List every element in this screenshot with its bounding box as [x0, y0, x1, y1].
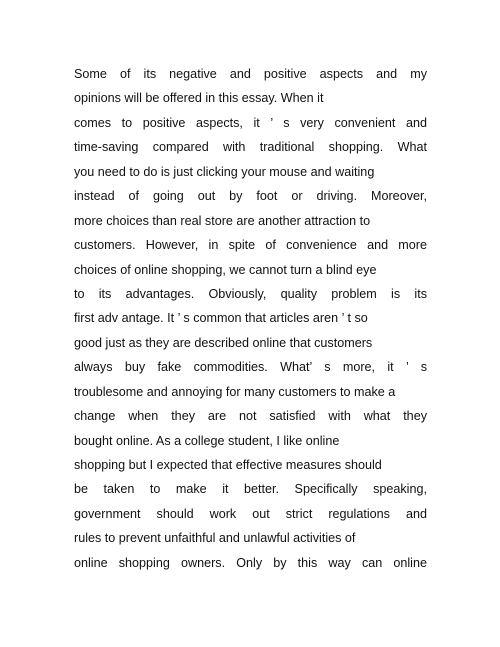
text-line: government should work out strict regulations and [74, 506, 427, 521]
text-line: you need to do is just clicking your mouse and waiting [74, 164, 375, 179]
text-line: be taken to make it better. Specifically speaking, [74, 482, 427, 497]
text-line: opinions will be offered in this essay. When it [74, 91, 324, 106]
text-line: rules to prevent unfaithful and unlawful activities of [74, 531, 356, 546]
text-line: time-saving compared with traditional shopping. What [74, 140, 427, 155]
text-line: always buy fake commodities. What’ s more, it ’ s [74, 360, 427, 375]
text-line: online shopping owners. Only by this way can online [74, 555, 427, 570]
text-line: to its advantages. Obviously, quality problem is its [74, 286, 427, 301]
text-line: troublesome and annoying for many customers to make a [74, 384, 396, 399]
text-line: choices of online shopping, we cannot turn a blind eye [74, 262, 377, 277]
text-line: Some of its negative and positive aspects and my [74, 67, 427, 81]
text-line: bought online. As a college student, I like online [74, 433, 340, 448]
text-line: more choices than real store are another attraction to [74, 213, 371, 228]
text-line: customers. However, in spite of convenience and more [74, 238, 427, 253]
text-line: shopping but I expected that effective measures should [74, 458, 382, 472]
essay-body [74, 66, 427, 579]
text-line: instead of going out by foot or driving. Moreover, [74, 189, 427, 204]
text-line: comes to positive aspects, it ’ s very convenient and [74, 115, 427, 130]
text-line: first adv antage. It ’ s common that articles aren ’ t so [74, 311, 368, 326]
text-line: change when they are not satisfied with what they [74, 409, 427, 424]
text-line: good just as they are described online that customers [74, 335, 373, 350]
